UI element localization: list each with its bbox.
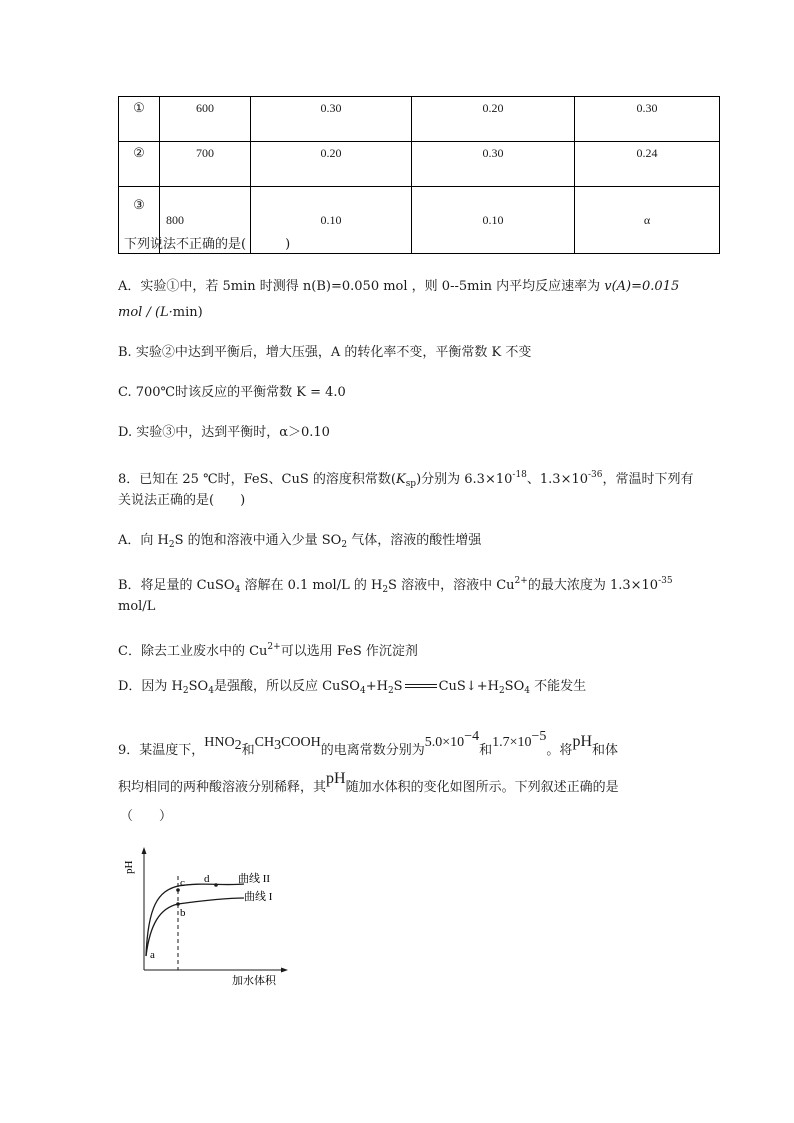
row-temp: 700 [160,142,251,187]
q8-b-text: 溶解在 0.1 mol/L 的 H [240,578,383,593]
row-value: α [575,187,720,254]
q8-c-text: C．除去工业废水中的 Cu [118,644,268,659]
q7-option-a-rate: v(A)=0.015 [604,279,680,294]
table-row [119,142,720,187]
q8-d-text: SO [504,679,525,694]
row-value: 0.10 [412,187,575,254]
q9-text: 和 [479,743,493,758]
subscript: 2 [234,738,242,753]
subscript: 2 [498,686,505,696]
q8-d-text: +H [365,679,388,694]
q7-option-a-line2 [118,304,203,322]
q8-option-d [118,678,586,700]
q9-stem-line3: （ ） [120,809,173,824]
subscript: 2 [341,540,348,550]
ph-dilution-graph [122,846,292,988]
q9-text: 和体 [592,743,619,758]
row-value: 0.24 [575,142,720,187]
q7-unit-end: min) [172,305,203,320]
constant-value: 1.7×10 [492,735,532,750]
q7-stem: 下列说法不正确的是( ) [124,237,291,252]
superscript: 2+ [267,642,281,652]
curve-ii [146,884,244,956]
q8-stem-line2: 关说法正确的是( ) [118,493,246,508]
exponent: -35 [658,576,673,586]
subscript: 4 [208,686,214,696]
q8-text: ，常温时下列有 [602,472,694,487]
q7-option-c: C. 700℃时该反应的平衡常数 K = 4.0 [118,385,346,400]
q8-text: 、1.3×10 [526,472,589,487]
q8-option-c [118,638,418,661]
formula-hno2: HNO [204,735,235,750]
q9-text: 积均相同的两种酸溶液分别稀释，其 [118,780,327,795]
point-a-label: a [150,949,155,961]
q9-text: 和 [241,743,255,758]
row-value: 0.20 [251,142,412,187]
q8-c-text: 可以选用 FeS 作沉淀剂 [280,644,418,659]
row-temp: 800 [160,187,251,254]
row-value: 0.20 [412,97,575,142]
row-temp: 600 [160,97,251,142]
q9-text: 的电离常数分别为 [320,743,425,758]
subscript: 2 [387,686,394,696]
exponent: −5 [531,729,547,744]
q9-text: 9．某温度下， [118,743,205,758]
ksp-sub: sp [405,479,417,489]
q7-option-d: D. 实验③中，达到平衡时，α＞0.10 [118,425,330,440]
q7-option-a [118,278,679,296]
q9-text: 。将 [546,743,573,758]
q9-stem-line2 [118,770,619,799]
q7-unit: mol / (L· [118,305,173,320]
y-axis-label: pH [123,860,135,874]
q8-d-text: D．因为 H [118,679,183,694]
q8-d-text: SO [188,679,209,694]
q8-option-b [118,572,673,599]
point-b [176,902,180,906]
q8-b-text: 的最大浓度为 1.3×10 [527,578,659,593]
q9-text: 随加水体积的变化如图所示。下列叙述正确的是 [345,780,619,795]
subscript: 4 [524,686,530,696]
formula-ch3cooh: CH [254,735,275,750]
point-d [214,883,218,887]
subscript: 2 [382,585,389,595]
q8-stem-line1 [118,466,694,493]
q8-text: )分别为 6.3×10 [416,472,513,487]
q8-a-text: 气体，溶液的酸性增强 [347,533,482,548]
table-row [119,97,720,142]
equal-sign-icon [403,682,439,692]
q8-d-text: CuS↓+H [438,679,499,694]
formula-ch3cooh: COOH [281,735,321,750]
ph-symbol: pH [572,733,592,750]
q8-d-text: S [393,679,403,694]
exponent: -36 [588,470,603,480]
q8-text: 8．已知在 25 ℃时，FeS、CuS 的溶度积常数( [118,472,396,487]
constant-value: 5.0×10 [424,735,465,750]
row-value: 0.10 [251,187,412,254]
row-id: ① [119,97,160,142]
x-axis-arrow-icon [281,968,288,973]
point-d-label: d [204,873,210,885]
q8-d-text: 不能发生 [529,679,587,694]
point-c-label: c [180,877,185,889]
q8-d-text: 是强酸，所以反应 CuSO [213,679,360,694]
q8-b-text: B．将足量的 CuSO [118,578,235,593]
row-id: ③ [119,187,160,254]
point-b-label: b [180,907,186,919]
q9-stem-line1 [118,729,619,765]
data-table [118,96,720,254]
q7-option-a-text: A．实验①中，若 5min 时测得 n(B)=0.050 mol ，则 0--5min 内平均反应速率为 [118,279,605,294]
exponent: −4 [464,729,480,744]
curve-ii-label: 曲线 II [238,873,271,885]
subscript: 4 [234,585,241,595]
superscript: 2+ [514,576,528,586]
row-value: 0.30 [251,97,412,142]
subscript: 2 [168,540,175,550]
exponent: -18 [512,470,527,480]
q7-option-b: B. 实验②中达到平衡后，增大压强，A 的转化率不变，平衡常数 K 不变 [118,345,532,360]
subscript: 4 [359,686,366,696]
subscript: 2 [182,686,189,696]
curve-i-label: 曲线 I [244,891,273,903]
row-value: 0.30 [575,97,720,142]
ksp-symbol: K [395,472,406,487]
q8-a-text: A．向 H [118,533,169,548]
q8-a-text: S 的饱和溶液中通入少量 SO [174,533,342,548]
y-axis-arrow-icon [142,847,147,854]
q8-b-text: S 溶液中，溶液中 Cu [388,578,515,593]
q8-option-b-line2: mol/L [118,599,156,614]
ph-symbol: pH [326,770,346,787]
x-axis-label: 加水体积 [232,975,276,987]
curve-i [146,898,244,956]
subscript: 3 [274,738,282,753]
row-id: ② [119,142,160,187]
row-value: 0.30 [412,142,575,187]
q8-option-a [118,532,481,554]
